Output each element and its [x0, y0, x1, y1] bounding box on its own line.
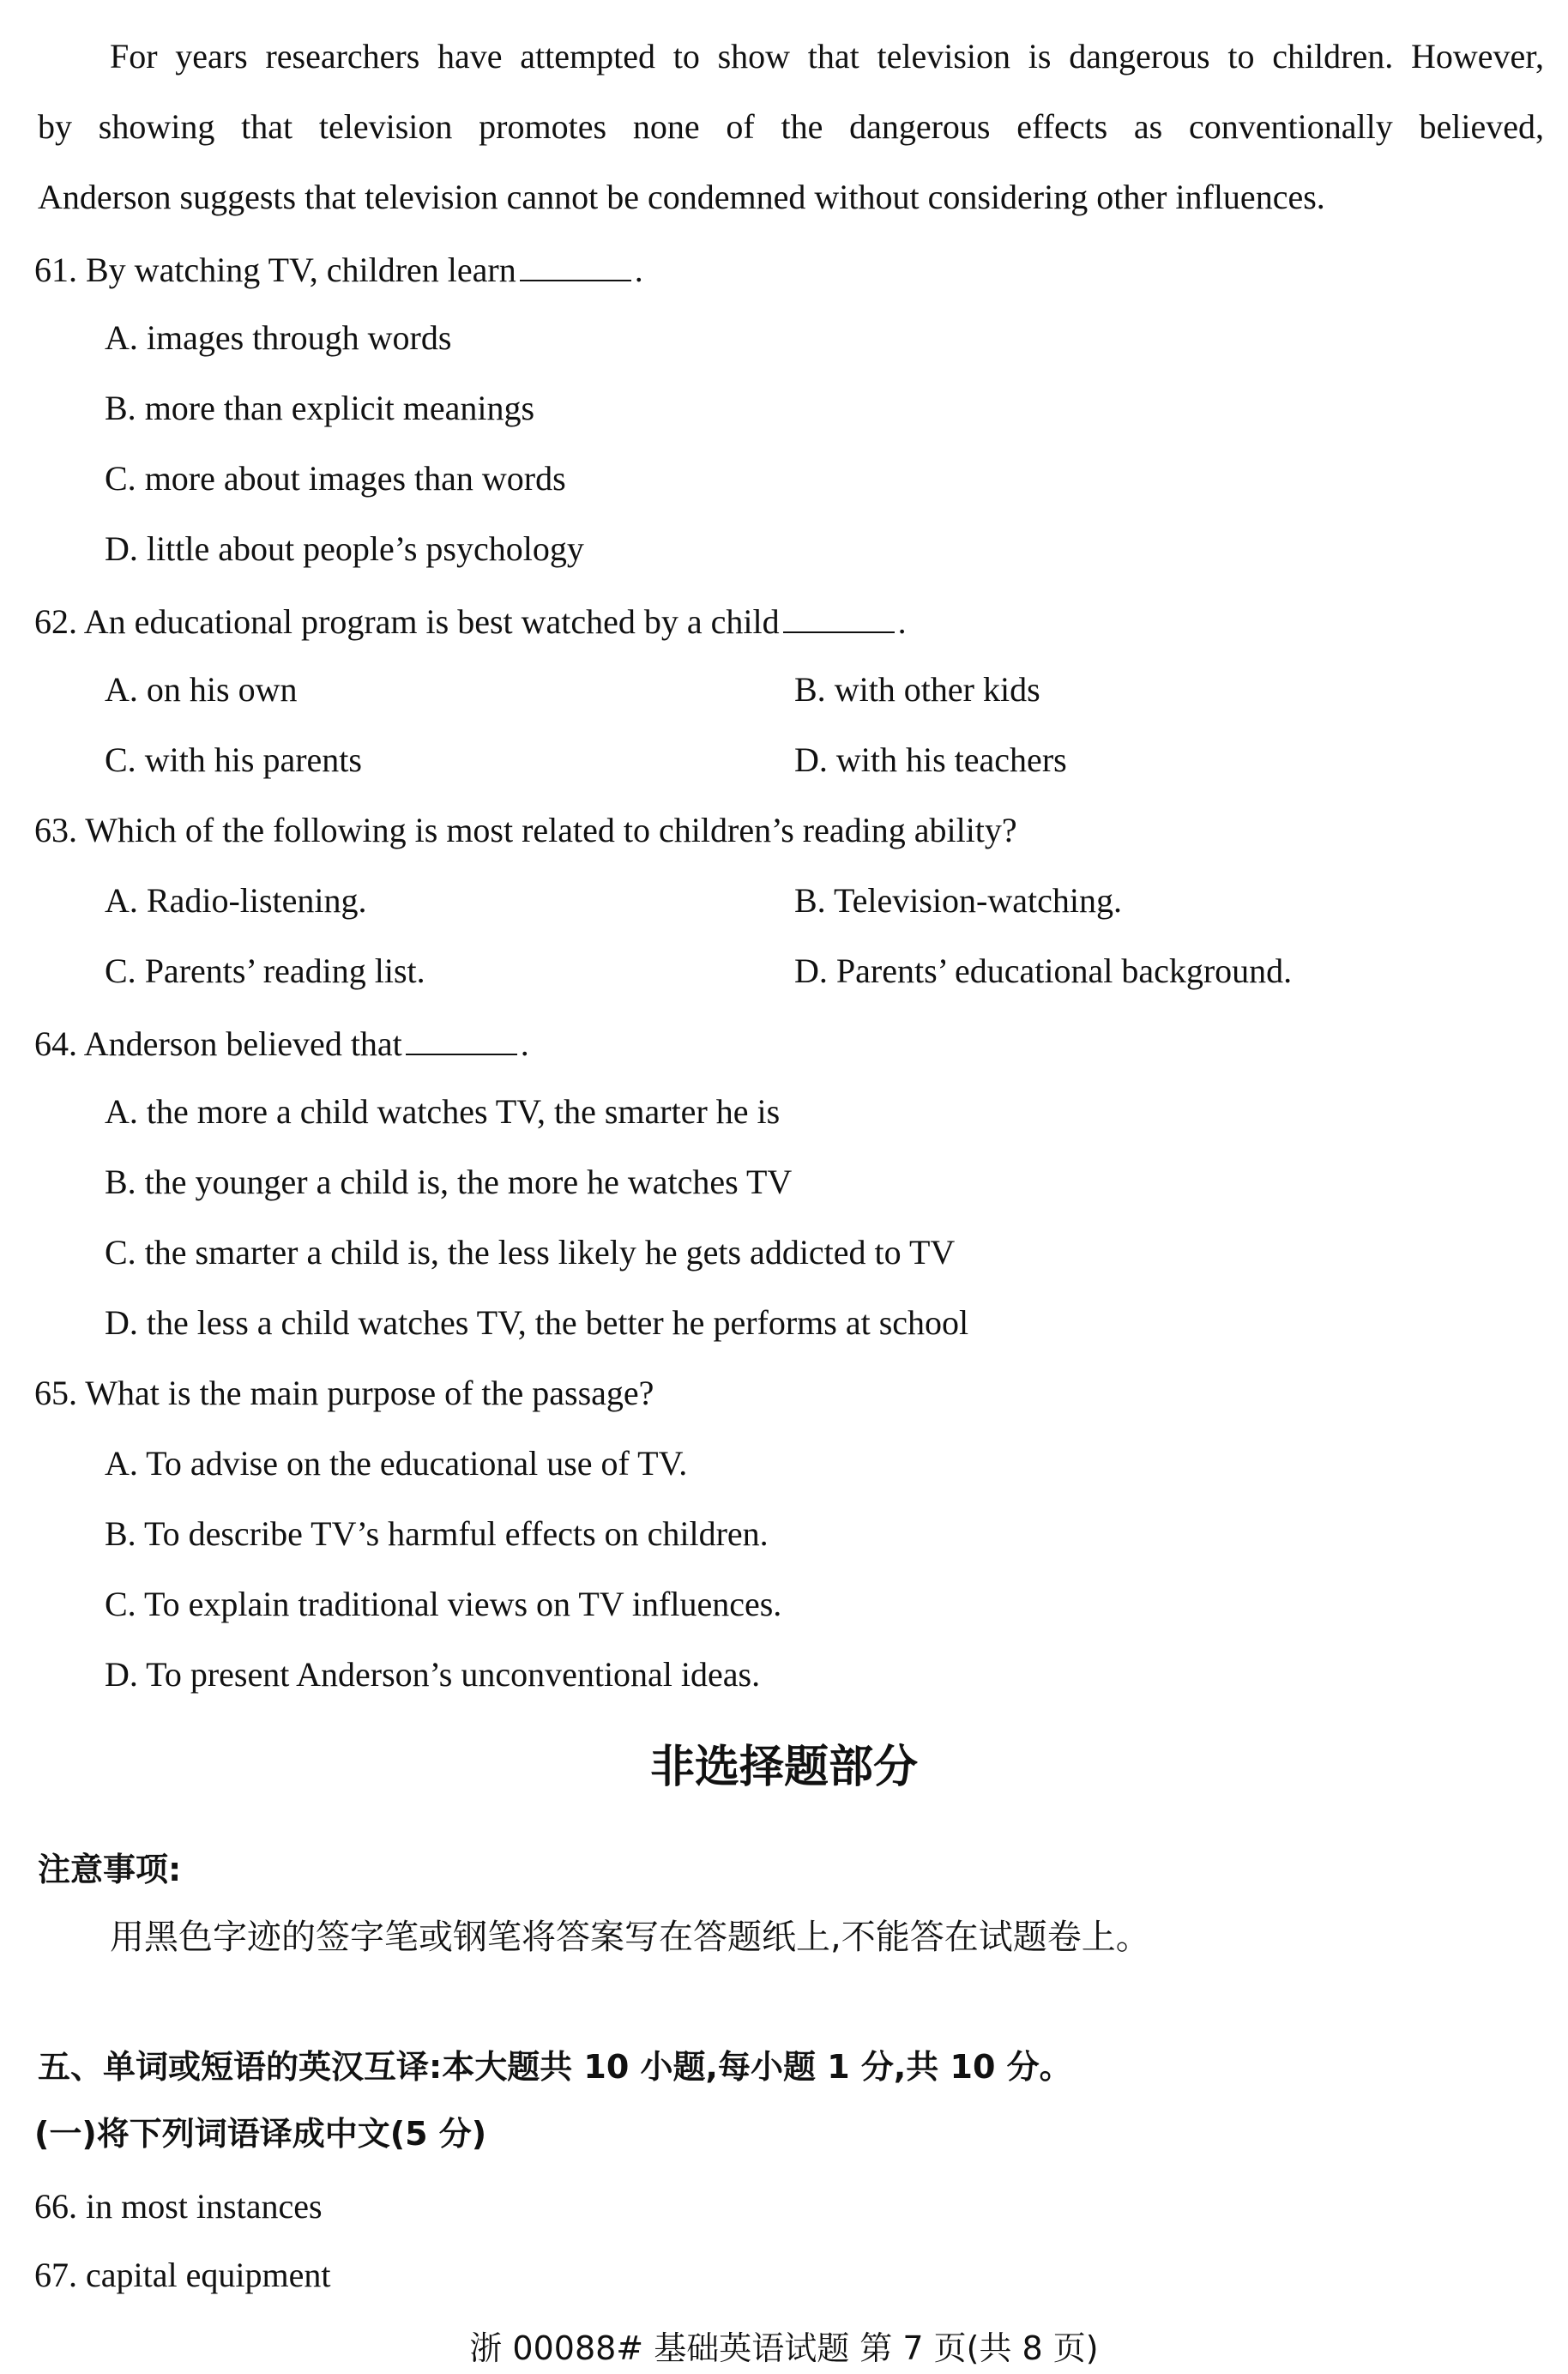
- answer-blank: [783, 602, 895, 633]
- option-62d: D. with his teachers: [794, 740, 1067, 779]
- option-63a: A. Radio-listening.: [105, 881, 367, 920]
- option-65a: A. To advise on the educational use of TV.: [105, 1444, 688, 1483]
- answer-blank: [406, 1024, 517, 1055]
- option-64c: C. the smarter a child is, the less likely he gets addicted to TV: [105, 1233, 956, 1272]
- question-number: 62.: [34, 602, 77, 641]
- part5-subheading: (一)将下列词语译成中文(5 分): [34, 2115, 487, 2153]
- passage-line-2: by showing that television promotes none of the dangerous effects as conventionally believed,: [38, 107, 1544, 146]
- question-number: 65.: [34, 1374, 77, 1412]
- question-61: 61. By watching TV, children learn .: [34, 251, 643, 289]
- question-stem: Which of the following is most related to children’s reading ability?: [85, 811, 1017, 849]
- question-stem: What is the main purpose of the passage?: [85, 1374, 654, 1412]
- question-number: 61.: [34, 251, 77, 289]
- option-61c: C. more about images than words: [105, 459, 566, 498]
- question-62: 62. An educational program is best watched by a child .: [34, 602, 907, 641]
- notice-body: 用黑色字迹的签字笔或钢笔将答案写在答题纸上,不能答在试题卷上。: [110, 1918, 1150, 1957]
- option-64d: D. the less a child watches TV, the better he performs at school: [105, 1303, 969, 1342]
- question-stem: By watching TV, children learn: [86, 251, 516, 289]
- option-62a: A. on his own: [105, 670, 298, 709]
- option-61a: A. images through words: [105, 318, 452, 357]
- option-63b: B. Television-watching.: [794, 881, 1122, 920]
- item-67: 67. capital equipment: [34, 2256, 331, 2294]
- option-65d: D. To present Anderson’s unconventional ideas.: [105, 1655, 761, 1694]
- option-61d: D. little about people’s psychology: [105, 529, 584, 568]
- notice-heading: 注意事项:: [38, 1851, 182, 1888]
- option-64a: A. the more a child watches TV, the smarter he is: [105, 1092, 781, 1131]
- passage-line-1: For years researchers have attempted to show that television is dangerous to children. However,: [110, 37, 1544, 76]
- question-number: 64.: [34, 1024, 77, 1063]
- answer-blank: [520, 251, 631, 281]
- question-63: [34, 813, 1017, 848]
- question-65: [34, 1376, 654, 1411]
- option-64b: B. the younger a child is, the more he watches TV: [105, 1163, 793, 1201]
- option-62c: C. with his parents: [105, 740, 362, 779]
- section-title: 非选择题部分: [649, 1742, 918, 1793]
- item-66: 66. in most instances: [34, 2187, 323, 2226]
- question-number: 63.: [34, 811, 77, 849]
- option-62b: B. with other kids: [794, 670, 1040, 709]
- option-63c: C. Parents’ reading list.: [105, 951, 425, 990]
- question-stem: An educational program is best watched by a child: [83, 602, 780, 641]
- part5-heading: 五、单词或短语的英汉互译:本大题共 10 小题,每小题 1 分,共 10 分。: [38, 2048, 1072, 2086]
- page-footer: 浙 00088# 基础英语试题 第 7 页(共 8 页): [469, 2329, 1099, 2367]
- option-63d: D. Parents’ educational background.: [794, 951, 1293, 990]
- option-65c: C. To explain traditional views on TV influences.: [105, 1585, 782, 1623]
- option-65b: B. To describe TV’s harmful effects on children.: [105, 1514, 769, 1553]
- passage-line-3: Anderson suggests that television cannot be condemned without considering other influences.: [38, 178, 1325, 216]
- question-stem: Anderson believed that: [83, 1024, 402, 1063]
- question-64: 64. Anderson believed that .: [34, 1024, 529, 1063]
- option-61b: B. more than explicit meanings: [105, 389, 535, 427]
